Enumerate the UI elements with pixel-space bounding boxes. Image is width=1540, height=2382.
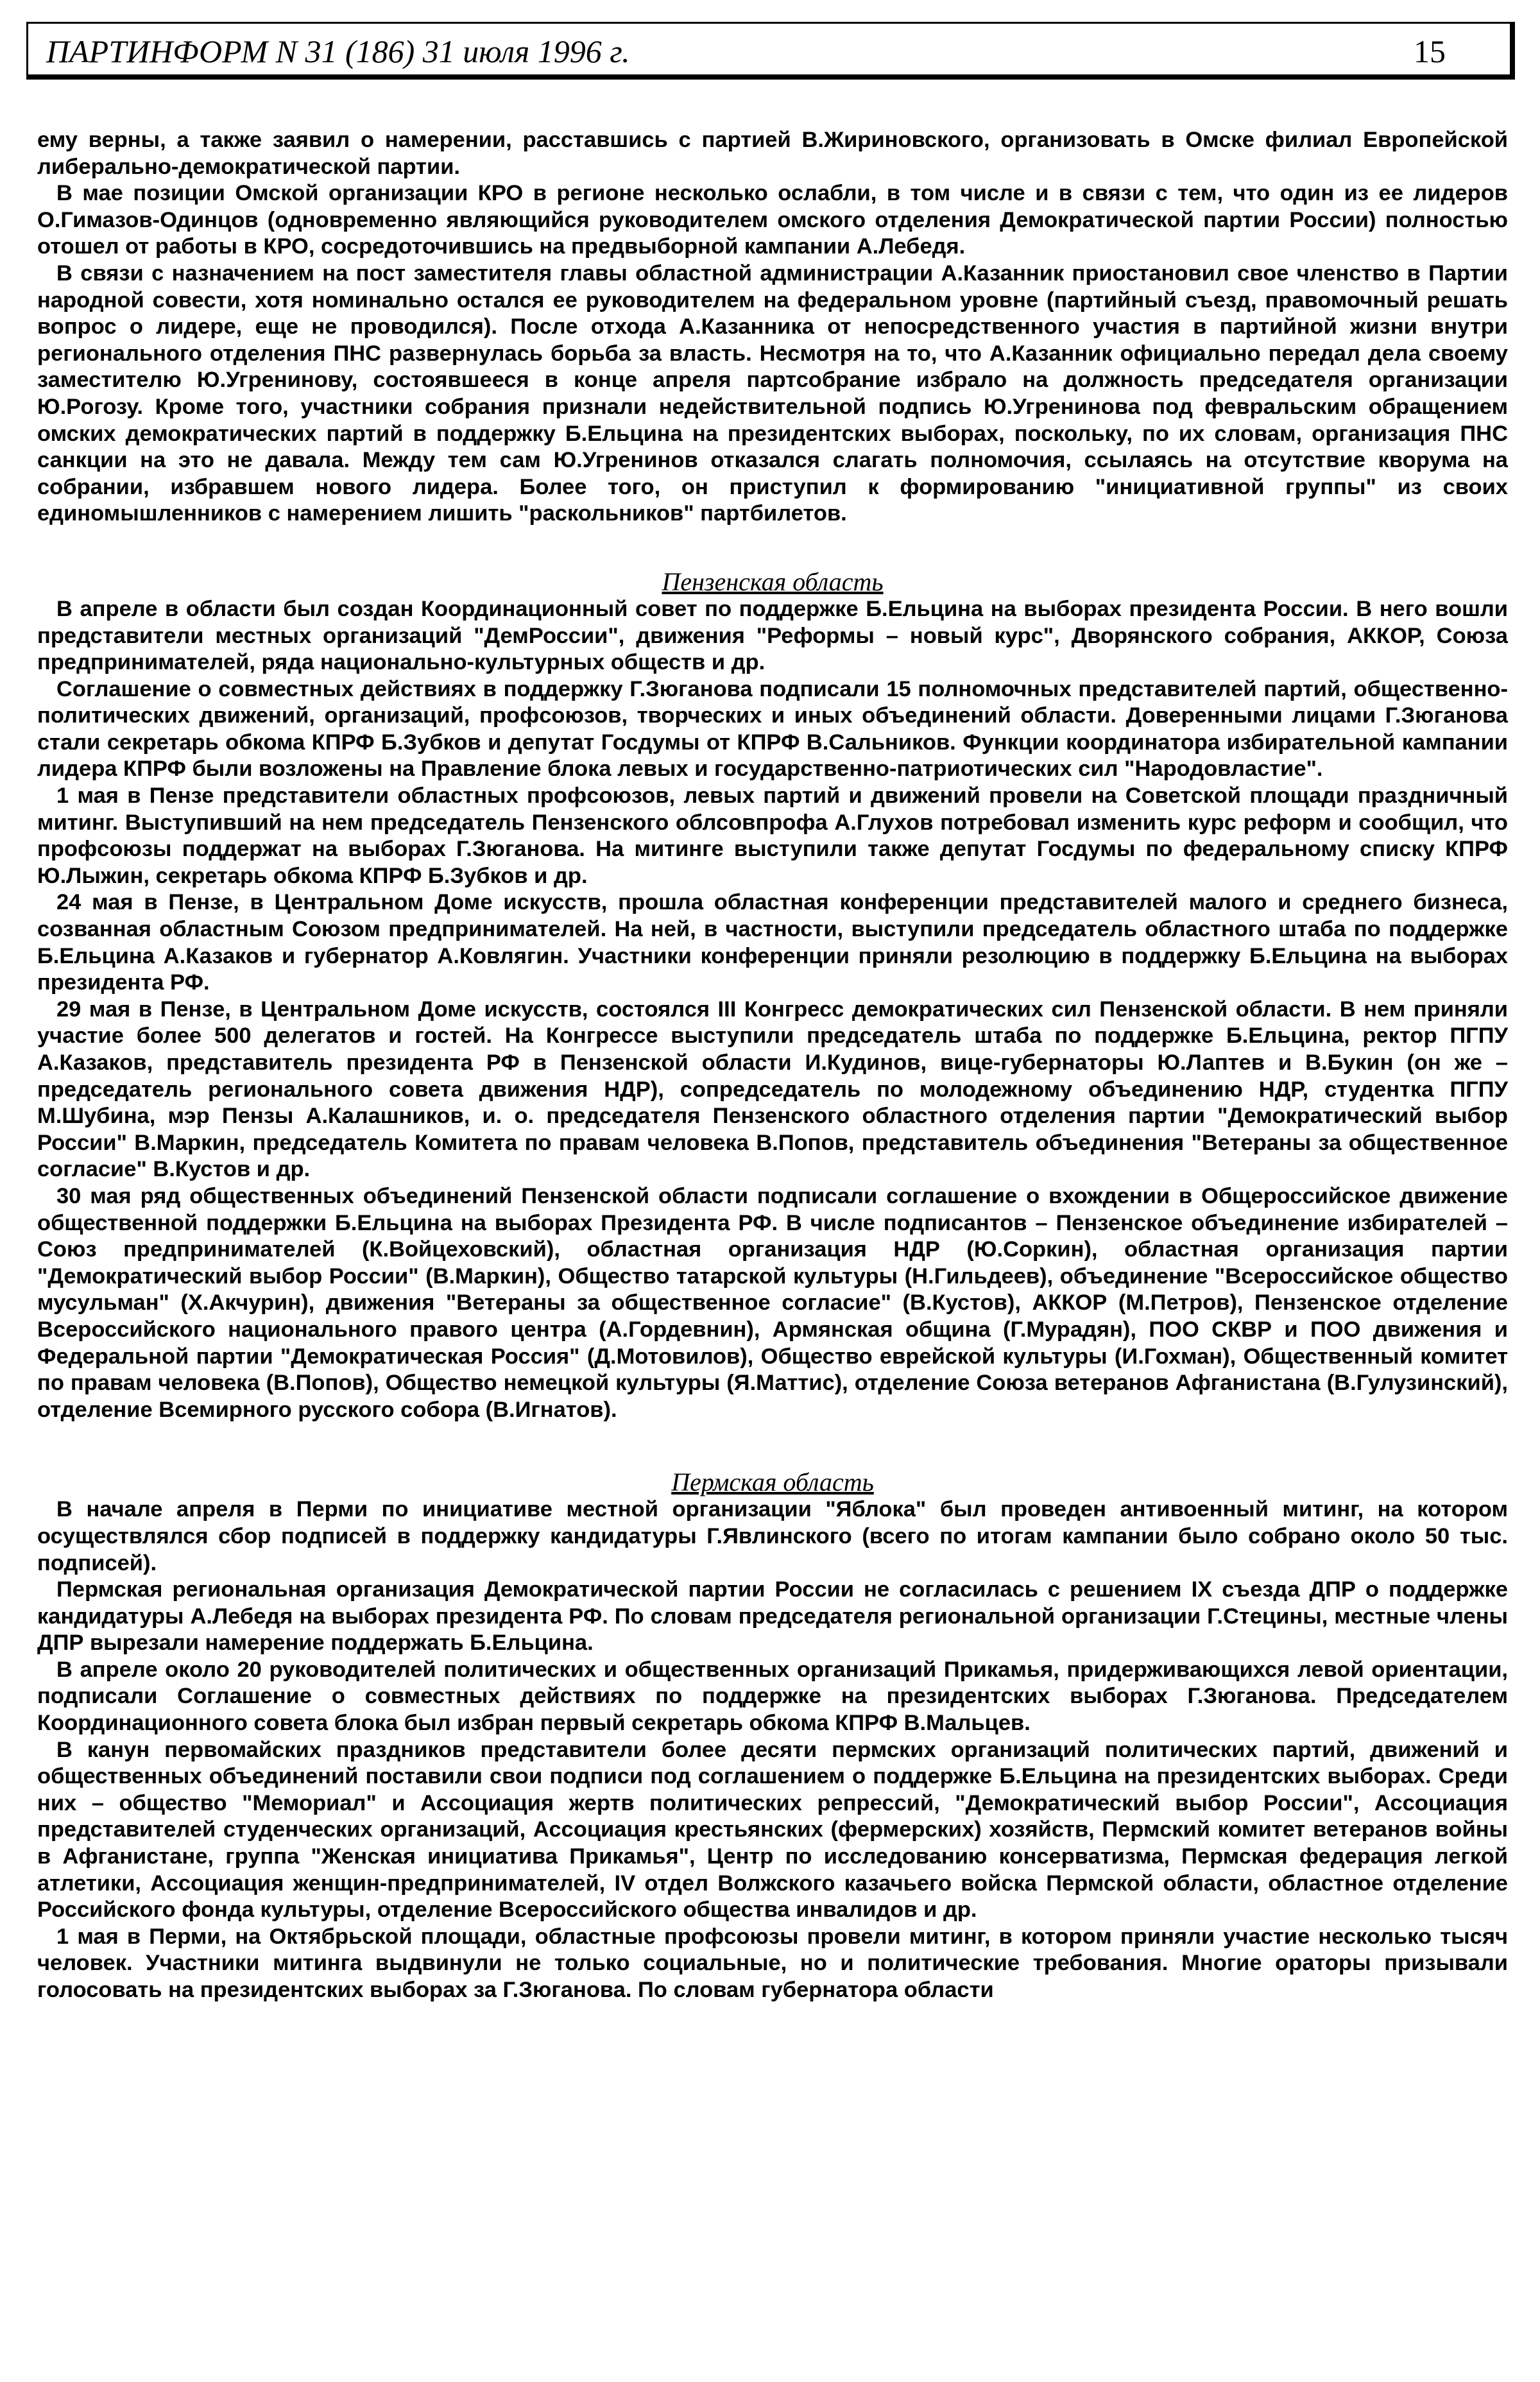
paragraph: В апреле в области был создан Координационный совет по поддержке Б.Ельцина на выборах президента России. В него вошли представители местных организаций "ДемРоссии", движения "Реформы – новый курс", Дворянского собрания, АККОР, Союза предпринимателей, ряда национально-культурных обществ и др.: [37, 596, 1508, 675]
paragraph: В мае позиции Омской организации КРО в регионе несколько ослабли, в том числе и в связи с тем, что один из ее лидеров О.Гимазов-Одинцов (одновременно являющийся руководителем омского отделения Демократической партии России) полностью отошел от работы в КРО, сосредоточившись на предвыборной кампании А.Лебедя.: [37, 181, 1508, 259]
paragraph: 30 мая ряд общественных объединений Пензенской области подписали соглашение о вхождении в Общероссийское движение общественной поддержки Б.Ельцина на выборах Президента РФ. В числе подписантов – Пензенское объединение избирателей – Союз предпринимателей (К.Войцеховский), областная организация НДР (Ю.Соркин), областная организация партии "Демократический выбор России" (В.Маркин), Общество татарской культуры (Н.Гильдеев), объединение "Всероссийское общество мусульман" (Х.Акчурин), движения "Ветераны за общественное согласие" (В.Кустов), АККОР (М.Петров), Пензенское отделение Всероссийского национального правого центра (А.Гордевнин), Армянская община (Г.Мурадян), ПОО СКВР и ПОО движения и Федеральной партии "Демократическая Россия" (Д.Мотовилов), Общество еврейской культуры (И.Гохман), Общественный комитет по правам человека (В.Попов), Общество немецкой культуры (Я.Маттис), отделение Союза ветеранов Афганистана (В.Гулузинский), отделение Всемирного русского собора (В.Игнатов).: [37, 1183, 1508, 1422]
paragraph: В апреле около 20 руководителей политических и общественных организаций Прикамья, придерживающихся левой ориентации, подписали Соглашение о совместных действиях по поддержке на президентских выборах Г.Зюганова. Председателем Координационного совета блока был избран первый секретарь обкома КПРФ В.Мальцев.: [37, 1657, 1508, 1736]
article-body: [37, 127, 1508, 2004]
section-heading-penza: Пензенская область: [662, 567, 884, 596]
publication-title: ПАРТИНФОРМ N 31 (186) 31 июля 1996 г.: [46, 33, 630, 69]
paragraph: 1 мая в Перми, на Октябрьской площади, областные профсоюзы провели митинг, в котором приняли участие несколько тысяч человек. Участники митинга выдвинули не только социальные, но и политические требования. Многие ораторы призывали голосовать на президентских выборах за Г.Зюганова. По словам губернатора области: [37, 1924, 1508, 2002]
paragraph: Пермская региональная организация Демократической партии России не согласилась с решением IX съезда ДПР о поддержке кандидатуры А.Лебедя на выборах президента РФ. По словам председателя региональной организации Г.Стецины, местные члены ДПР вырезали намерение поддержать Б.Ельцина.: [37, 1577, 1508, 1656]
paragraph: 24 мая в Пензе, в Центральном Доме искусств, прошла областная конференции представителей малого и среднего бизнеса, созванная областным Союзом предпринимателей. На ней, в частности, выступили председатель областного штаба по поддержке Б.Ельцина А.Казаков и губернатор А.Ковлягин. Участники конференции приняли резолюцию в поддержку Б.Ельцина на выборах президента РФ.: [37, 890, 1508, 995]
paragraph: В связи с назначением на пост заместителя главы областной администрации А.Казанник приостановил свое членство в Партии народной совести, хотя номинально остался ее руководителем на федеральном уровне (партийный съезд, правомочный решать вопрос о лидере, еще не проводился). После отхода А.Казанника от непосредственного участия в партийной жизни внутри регионального отделения ПНС развернулась борьба за власть. Несмотря на то, что А.Казанник официально передал дела своему заместителю Ю.Угренинову, состоявшееся в конце апреля партсобрание избрало на должность председателя организации Ю.Рогозу. Кроме того, участники собрания признали недействительной подпись Ю.Угренинова под февральским обращением омских демократических партий в поддержку Б.Ельцина на президентских выборах, поскольку, по их словам, организация ПНС санкции на это не давала. Между тем сам Ю.Угренинов отказался слагать полномочия, ссылаясь на отсутствие кворума на собрании, избравшем нового лидера. Более того, он приступил к формированию "инициативной группы" из своих единомышленников с намерением лишить "раскольников" партбилетов.: [37, 261, 1508, 526]
section-heading-perm: Пермская область: [671, 1468, 874, 1497]
page-header: [26, 22, 1515, 80]
paragraph: 29 мая в Пензе, в Центральном Доме искусств, состоялся III Конгресс демократических сил Пензенской области. В нем приняли участие более 500 делегатов и гостей. На Конгрессе выступили председатель штаба по поддержке Б.Ельцина, ректор ПГПУ А.Казаков, представитель президента РФ в Пензенской области И.Кудинов, вице-губернаторы Ю.Лаптев и В.Букин (он же – председатель регионального совета движения НДР), сопредседатель по молодежному объединению НДР, студентка ПГПУ М.Шубина, мэр Пензы А.Калашников, и. о. председателя Пензенского областного отделения партии "Демократический выбор России" В.Маркин, председатель Комитета по правам человека В.Попов, представитель объединения "Ветераны за общественное согласие" В.Кустов и др.: [37, 997, 1508, 1182]
paragraph: Соглашение о совместных действиях в поддержку Г.Зюганова подписали 15 полномочных представителей партий, общественно-политических движений, организаций, профсоюзов, творческих и иных объединений области. Доверенными лицами Г.Зюганова стали секретарь обкома КПРФ Б.Зубков и депутат Госдумы от КПРФ В.Сальников. Функции координатора избирательной кампании лидера КПРФ были возложены на Правление блока левых и государственно-патриотических сил "Народовластие".: [37, 676, 1508, 782]
paragraph: В канун первомайских праздников представители более десяти пермских организаций политических партий, движений и общественных объединений поставили свои подписи под соглашением о поддержке Б.Ельцина на президентских выборах. Среди них – общество "Мемориал" и Ассоциация жертв политических репрессий, "Демократический выбор России", Ассоциация представителей студенческих организаций, Ассоциация крестьянских (фермерских) хозяйств, Пермский комитет ветеранов войны в Афганистане, группа "Женская инициатива Прикамья", Центр по исследованию консерватизма, Пермская федерация легкой атлетики, Ассоциация женщин-предпринимателей, IV отдел Волжского казачьего войска Пермской области, областное отделение Российского фонда культуры, отделение Всероссийского общества инвалидов и др.: [37, 1737, 1508, 1923]
paragraph: ему верны, а также заявил о намерении, расставшись с партией В.Жириновского, организовать в Омске филиал Европейской либерально-демократической партии.: [37, 128, 1508, 179]
paragraph: 1 мая в Пензе представители областных профсоюзов, левых партий и движений провели на Советской площади праздничный митинг. Выступивший на нем председатель Пензенского облсовпрофа А.Глухов потребовал изменить курс реформ и сообщил, что профсоюзы поддержат на выборах Г.Зюганова. На митинге выступили также депутат Госдумы по федеральному списку КПРФ Ю.Лыжин, секретарь обкома КПРФ Б.Зубков и др.: [37, 784, 1508, 888]
paragraph: В начале апреля в Перми по инициативе местной организации "Яблока" был проведен антивоенный митинг, на котором осуществлялся сбор подписей в поддержку кандидатуры Г.Явлинского (всего по итогам кампании было собрано около 50 тыс. подписей).: [37, 1497, 1508, 1575]
page-number: 15: [1414, 33, 1446, 69]
